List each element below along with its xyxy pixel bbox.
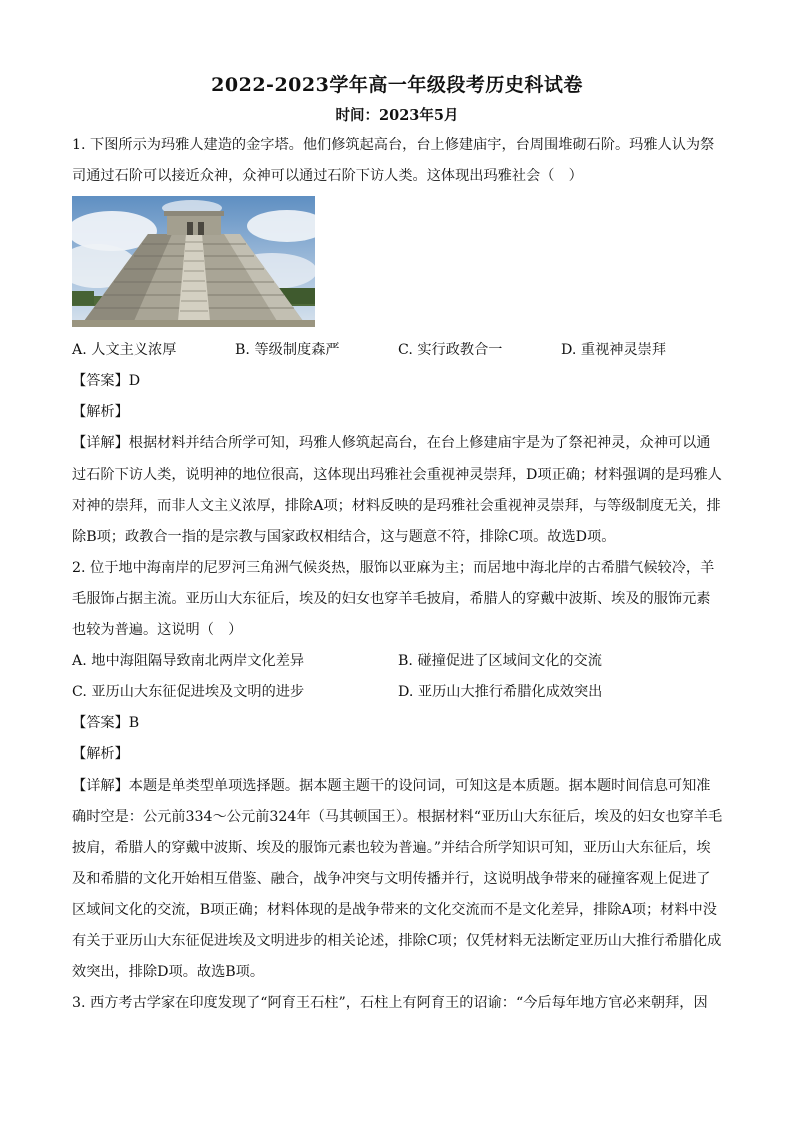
question-2-detail: 【详解】本题是单类型单项选择题。据本题主题干的设问词，可知这是本质题。据本题时间信息可知准确时空是：公元前334～公元前324年（马其顿国王）。根据材料“亚历山大东征后，埃及的妇女也穿羊毛披肩，希腊人的穿戴中波斯、埃及的服饰元素也较为普遍。”并结合所学知识可知，亚历山大东征后，埃及和希腊的文化开始相互借鉴、融合，战争冲突与文明传播并行，这说明战争带来的碰撞客观上促进了区域间文化的交流，B项正确；材料体现的是战争带来的文化交流而不是文化差异，排除A项；材料中没有关于亚历山大东征促进埃及文明进步的相关论述，排除C项；仅凭材料无法断定亚历山大推行希腊化成效突出，排除D项。故选B项。 <box>72 777 723 981</box>
question-1-answer: 【答案】D <box>72 373 141 390</box>
question-3-stem: 3. 西方考古学家在印度发现了“阿育王石柱”，石柱上有阿育王的诏谕：“今后每年地方官必来朝拜，因 <box>72 995 708 1012</box>
exam-content <box>72 130 724 1019</box>
page-title: 2022-2023学年高一年级段考历史科试卷 <box>211 74 583 96</box>
option-c: C. 实行政教合一 <box>398 342 503 359</box>
question-1-detail: 【详解】根据材料并结合所学可知，玛雅人修筑起高台，在台上修建庙宇是为了祭祀神灵，众神可以通过石阶下访人类，说明神的地位很高，这体现出玛雅社会重视神灵崇拜，D项正确；材料强调的是玛雅人对神的崇拜，而非人文主义浓厚，排除A项；材料反映的是玛雅社会重视神灵崇拜，与等级制度无关，排除B项；政教合一指的是宗教与国家政权相结合，这与题意不符，排除C项。故选D项。 <box>72 435 722 545</box>
mayan-pyramid-photo <box>72 196 315 327</box>
question-2-options-row-2 <box>72 677 724 708</box>
option-b: B. 等级制度森严 <box>235 342 340 359</box>
question-2-answer: 【答案】B <box>72 715 140 732</box>
question-2-stem: 2. 位于地中海南岸的尼罗河三角洲气候炎热，服饰以亚麻为主；而居地中海北岸的古希腊气候较冷，羊毛服饰占据主流。亚历山大东征后，埃及的妇女也穿羊毛披肩，希腊人的穿戴中波斯、埃及的服饰元素也较为普遍。这说明（ ） <box>72 559 715 639</box>
question-1-stem: 1. 下图所示为玛雅人建造的金字塔。他们修筑起高台，台上修建庙宇，台周围堆砌石阶。玛雅人认为祭司通过石阶可以接近众神，众神可以通过石阶下访人类。这体现出玛雅社会（ ） <box>72 137 715 185</box>
option-b: B. 碰撞促进了区域间文化的交流 <box>398 653 602 670</box>
option-a: A. 地中海阻隔导致南北两岸文化差异 <box>72 653 305 670</box>
option-d: D. 亚历山大推行希腊化成效突出 <box>398 684 603 701</box>
question-1-options <box>72 335 724 366</box>
question-2-options-row-1 <box>72 646 724 677</box>
exam-date: 时间：2023年5月 <box>335 107 459 124</box>
question-1-analysis-label: 【解析】 <box>72 404 129 421</box>
option-a: A. 人文主义浓厚 <box>72 342 177 359</box>
question-2-analysis-label: 【解析】 <box>72 746 129 763</box>
option-d: D. 重视神灵崇拜 <box>561 342 667 359</box>
pyramid-illustration <box>72 196 315 327</box>
option-c: C. 亚历山大东征促进埃及文明的进步 <box>72 684 305 701</box>
